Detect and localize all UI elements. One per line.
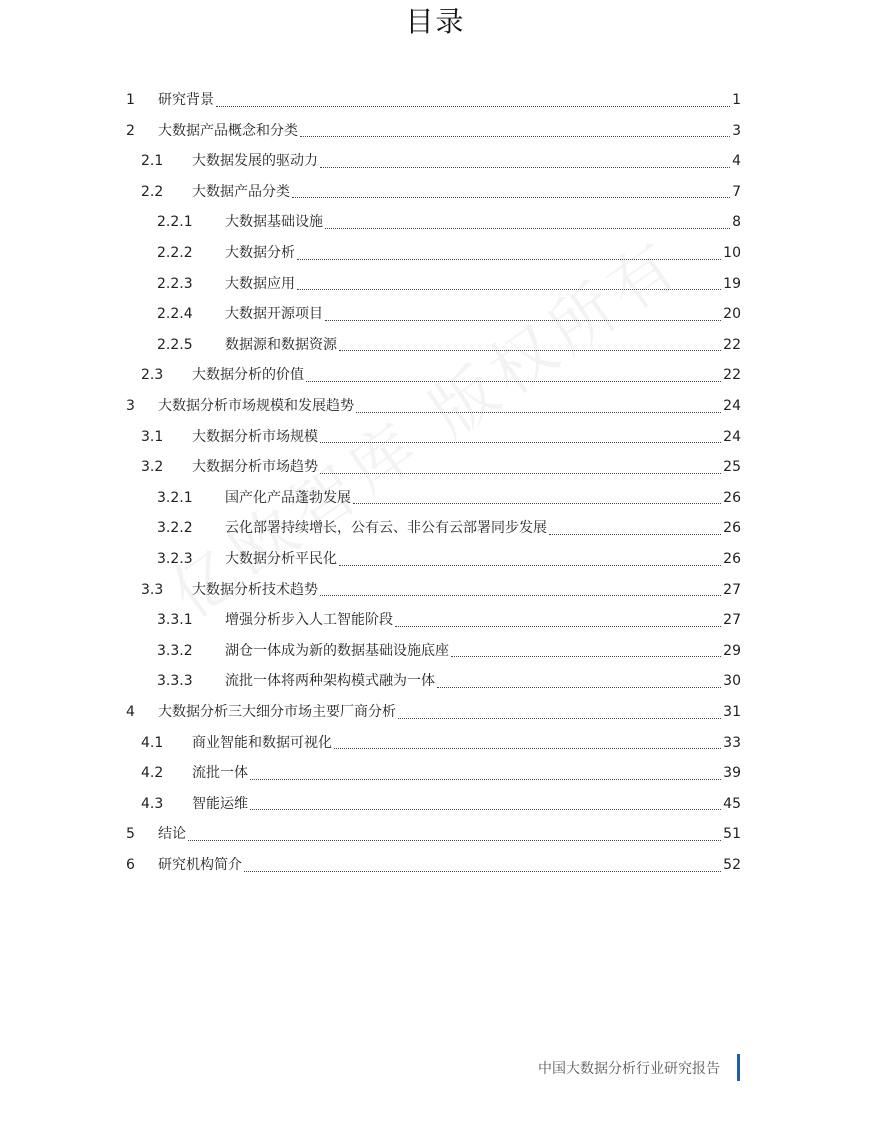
toc-entry[interactable] (141, 146, 741, 176)
toc-entry-page-number: 8 (732, 214, 741, 231)
toc-entry[interactable] (157, 544, 741, 574)
toc-dot-leader (216, 106, 730, 107)
toc-entry-page-number: 31 (723, 704, 741, 720)
toc-entry[interactable] (157, 299, 741, 329)
toc-entry-label: 增强分析步入人工智能阶段 (225, 612, 393, 629)
toc-entry-label: 研究背景 (158, 92, 214, 108)
toc-entry-number: 2.1 (141, 153, 164, 170)
footer-title: 中国大数据分析行业研究报告 (538, 1061, 720, 1077)
toc-entry-label: 流批一体 (192, 765, 248, 782)
toc-dot-leader (320, 595, 721, 596)
toc-entry-page-number: 25 (723, 459, 741, 476)
toc-entry-page-number: 10 (723, 245, 741, 261)
toc-entry-number: 2.2.1 (157, 214, 193, 231)
toc-entry[interactable] (141, 360, 741, 390)
toc-entry[interactable] (126, 850, 741, 880)
toc-entry[interactable] (141, 728, 741, 758)
toc-entry-label: 研究机构简介 (158, 857, 242, 873)
toc-entry-label: 大数据分析市场规模和发展趋势 (158, 398, 354, 414)
toc-entry-number: 2.2.2 (157, 245, 193, 261)
toc-entry-page-number: 7 (732, 183, 741, 200)
toc-entry-page-number: 52 (723, 857, 741, 873)
toc-dot-leader (320, 167, 730, 168)
toc-entry-number: 5 (126, 826, 135, 843)
toc-entry-label: 商业智能和数据可视化 (192, 734, 332, 751)
toc-entry-label: 大数据分析市场趋势 (192, 459, 318, 476)
toc-dot-leader (325, 320, 721, 321)
toc-entry-page-number: 30 (723, 673, 741, 690)
toc-entry-page-number: 24 (723, 428, 741, 445)
toc-entry-number: 2.3 (141, 367, 164, 384)
footer-accent-bar (737, 1054, 740, 1081)
toc-dot-leader (306, 381, 721, 382)
toc-dot-leader (339, 565, 721, 566)
toc-entry-page-number: 26 (723, 489, 741, 506)
toc-dot-leader (320, 442, 721, 443)
toc-entry-label: 大数据分析平民化 (225, 551, 337, 567)
toc-entry-number: 3.2.1 (157, 489, 193, 506)
toc-dot-leader (300, 136, 730, 137)
toc-entry-label: 大数据产品概念和分类 (158, 122, 298, 139)
toc-entry-page-number: 45 (723, 795, 741, 812)
toc-entry-label: 国产化产品蓬勃发展 (225, 489, 351, 506)
toc-entry[interactable] (157, 330, 741, 360)
toc-dot-leader (356, 412, 721, 413)
toc-dot-leader (325, 228, 730, 229)
toc-entry[interactable] (141, 422, 741, 452)
toc-entry-label: 大数据基础设施 (225, 214, 323, 231)
toc-entry-label: 大数据分析市场规模 (192, 428, 318, 445)
toc-entry-number: 3 (126, 398, 135, 414)
toc-entry-page-number: 3 (732, 122, 741, 139)
toc-entry-label: 大数据分析 (225, 245, 295, 261)
toc-entry[interactable] (157, 483, 741, 513)
toc-entry-page-number: 1 (732, 92, 741, 108)
toc-entry[interactable] (141, 177, 741, 207)
toc-entry-label: 大数据产品分类 (192, 183, 290, 200)
toc-entry-number: 3.3.3 (157, 673, 193, 690)
toc-entry-label: 流批一体将两种架构模式融为一体 (225, 673, 435, 690)
toc-entry-page-number: 26 (723, 520, 741, 537)
toc-entry-page-number: 39 (723, 765, 741, 782)
toc-entry-number: 2.2.4 (157, 306, 193, 323)
toc-entry[interactable] (126, 116, 741, 146)
toc-entry-label: 大数据分析技术趋势 (192, 581, 318, 598)
toc-entry-label: 结论 (158, 826, 186, 843)
toc-entry[interactable] (126, 85, 741, 115)
toc-entry-page-number: 26 (723, 551, 741, 567)
toc-entry-number: 3.1 (141, 428, 164, 445)
toc-entry-number: 2.2 (141, 183, 164, 200)
toc-entry-label: 湖仓一体成为新的数据基础设施底座 (225, 642, 449, 659)
toc-entry-page-number: 22 (723, 367, 741, 384)
toc-entry-label: 大数据发展的驱动力 (192, 153, 318, 170)
toc-entry-label: 大数据分析的价值 (192, 367, 304, 384)
toc-dot-leader (398, 718, 721, 719)
toc-entry-page-number: 22 (723, 336, 741, 353)
toc-dot-leader (188, 840, 721, 841)
toc-dot-leader (549, 534, 721, 535)
toc-entry-label: 大数据应用 (225, 275, 295, 292)
toc-entry-page-number: 29 (723, 642, 741, 659)
toc-dot-leader (437, 687, 721, 688)
toc-entry-number: 4.1 (141, 734, 164, 751)
toc-entry-label: 云化部署持续增长，公有云、非公有云部署同步发展 (225, 520, 547, 537)
toc-entry[interactable] (126, 391, 741, 421)
toc-dot-leader (395, 626, 721, 627)
toc-entry-number: 2.2.5 (157, 336, 193, 353)
toc-entry-number: 3.2 (141, 459, 164, 476)
toc-entry[interactable] (157, 636, 741, 666)
toc-entry-page-number: 19 (723, 275, 741, 292)
toc-entry[interactable] (157, 269, 741, 299)
toc-entry-page-number: 51 (723, 826, 741, 843)
toc-entry-label: 数据源和数据资源 (225, 336, 337, 353)
toc-entry[interactable] (157, 605, 741, 635)
toc-dot-leader (250, 809, 721, 810)
toc-entry-number: 3.3.1 (157, 612, 193, 629)
toc-entry-number: 1 (126, 92, 135, 108)
toc-dot-leader (297, 289, 721, 290)
toc-entry-number: 2.2.3 (157, 275, 193, 292)
toc-entry-page-number: 27 (723, 612, 741, 629)
page-title: 目录 (405, 5, 466, 38)
toc-entry-number: 6 (126, 857, 135, 873)
toc-entry-number: 4 (126, 704, 135, 720)
toc-entry[interactable] (141, 758, 741, 788)
toc-entry[interactable] (157, 666, 741, 696)
toc-entry-number: 3.3.2 (157, 642, 193, 659)
toc-entry-page-number: 24 (723, 398, 741, 414)
toc-dot-leader (339, 350, 721, 351)
toc-entry[interactable] (126, 697, 741, 727)
toc-entry[interactable] (141, 789, 741, 819)
toc-entry-page-number: 27 (723, 581, 741, 598)
toc-entry-page-number: 4 (732, 153, 741, 170)
toc-entry[interactable] (157, 207, 741, 237)
toc-entry-number: 3.2.3 (157, 551, 193, 567)
toc-dot-leader (451, 656, 721, 657)
toc-entry-number: 3.2.2 (157, 520, 193, 537)
toc-entry[interactable] (157, 238, 741, 268)
toc-entry-page-number: 33 (723, 734, 741, 751)
toc-dot-leader (292, 197, 730, 198)
toc-dot-leader (297, 259, 721, 260)
toc-dot-leader (244, 871, 721, 872)
toc-entry[interactable] (126, 819, 741, 849)
toc-dot-leader (320, 473, 721, 474)
toc-entry-number: 2 (126, 122, 135, 139)
toc-entry-number: 3.3 (141, 581, 164, 598)
toc-dot-leader (353, 503, 721, 504)
toc-dot-leader (334, 748, 721, 749)
toc-entry-label: 智能运维 (192, 795, 248, 812)
toc-dot-leader (250, 779, 721, 780)
toc-entry-label: 大数据开源项目 (225, 306, 323, 323)
toc-entry[interactable] (141, 575, 741, 605)
toc-entry-number: 4.3 (141, 795, 164, 812)
toc-entry-page-number: 20 (723, 306, 741, 323)
toc-entry[interactable] (141, 452, 741, 482)
toc-entry[interactable] (157, 513, 741, 543)
toc-entry-label: 大数据分析三大细分市场主要厂商分析 (158, 704, 396, 720)
toc-entry-number: 4.2 (141, 765, 164, 782)
